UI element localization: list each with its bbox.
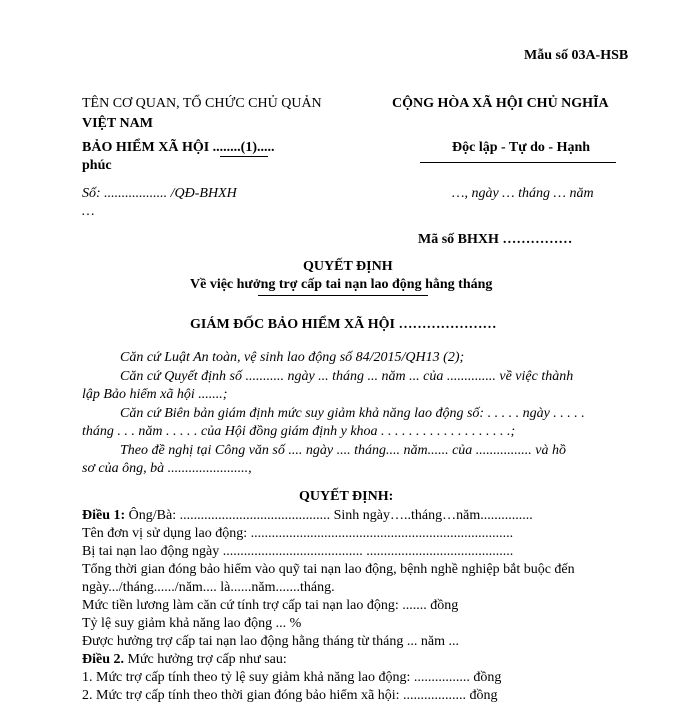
article-2-item-1: 1. Mức trợ cấp tính theo tỷ lệ suy giảm khả năng lao động: ................ đồng — [82, 670, 502, 685]
subtitle-underline — [258, 295, 428, 296]
motto-underline — [420, 162, 616, 163]
article-1-line-6: Mức tiền lương làm căn cứ tính trợ cấp tai nạn lao động: ....... đồng — [82, 598, 459, 613]
preamble-line-7: sơ của ông, bà ......................., — [82, 461, 252, 476]
form-number: Mẫu số 03A-HSB — [524, 48, 629, 63]
bhxh-code: Mã số BHXH …………… — [418, 232, 573, 247]
article-1-line-5: ngày.../tháng....../năm.... là......năm.......tháng. — [82, 580, 335, 595]
document-subtitle: Về việc hưởng trợ cấp tai nạn lao động hằng tháng — [190, 277, 493, 292]
article-1-person: Ông/Bà: ........................................... Sinh ngày…..tháng…năm............... — [125, 508, 533, 523]
preamble-line-6: Theo đề nghị tại Công văn số .... ngày .... tháng.... năm...... của ................ và hồ — [120, 443, 567, 458]
article-1-line-3: Bị tai nạn lao động ngày ........................................ .......................................... — [82, 544, 514, 559]
decision-number-cont: … — [82, 204, 95, 219]
article-2-label: Điều 2. — [82, 652, 124, 667]
article-1-line-1 — [82, 508, 533, 524]
article-2-intro: Mức hưởng trợ cấp như sau: — [124, 652, 287, 667]
article-1-label: Điều 1: — [82, 508, 126, 523]
motto: Độc lập - Tự do - Hạnh — [452, 140, 591, 155]
article-2-item-2: 2. Mức trợ cấp tính theo thời gian đóng bảo hiểm xã hội: .................. đồng — [82, 688, 498, 703]
preamble-line-3: lập Bảo hiểm xã hội .......; — [82, 387, 228, 402]
agency-name: BẢO HIỂM XÃ HỘI ........(1)..... — [82, 140, 275, 155]
preamble-line-4: Căn cứ Biên bản giám định mức suy giảm khả năng lao động số: . . . . . ngày . . . . . — [120, 406, 585, 421]
article-1-line-8: Được hưởng trợ cấp tai nạn lao động hằng tháng từ tháng ... năm ... — [82, 634, 460, 649]
article-1-line-2: Tên đơn vị sử dụng lao động: ........................................................................... — [82, 526, 514, 541]
agency-underline — [220, 156, 268, 157]
preamble-line-1: Căn cứ Luật An toàn, vệ sinh lao động số 84/2015/QH13 (2); — [120, 350, 465, 365]
agency-line-1: TÊN CƠ QUAN, TỔ CHỨC CHỦ QUẢN — [82, 96, 322, 111]
decision-heading: QUYẾT ĐỊNH: — [299, 489, 394, 504]
article-1-line-7: Tỷ lệ suy giảm khả năng lao động ... % — [82, 616, 302, 631]
preamble-line-2: Căn cứ Quyết định số ........... ngày ... tháng ... năm ... của .............. về việc thành — [120, 369, 574, 384]
article-1-line-4: Tổng thời gian đóng bảo hiểm vào quỹ tai nạn lao động, bệnh nghề nghiệp bắt buộc đến — [82, 562, 575, 577]
decision-number: Số: .................. /QĐ-BHXH — [82, 186, 237, 201]
document-title: QUYẾT ĐỊNH — [303, 259, 393, 274]
date-line: …, ngày … tháng … năm — [452, 186, 594, 201]
director-title: GIÁM ĐỐC BẢO HIỂM XÃ HỘI ………………… — [190, 317, 497, 332]
article-2-intro-line — [82, 652, 287, 668]
agency-line-4: phúc — [82, 158, 112, 173]
preamble-line-5: tháng . . . năm . . . . . của Hội đồng giám định y khoa . . . . . . . . . . . . . . . . . . .; — [82, 424, 516, 439]
republic-title: CỘNG HÒA XÃ HỘI CHỦ NGHĨA — [392, 96, 609, 111]
agency-line-2: VIỆT NAM — [82, 116, 153, 131]
